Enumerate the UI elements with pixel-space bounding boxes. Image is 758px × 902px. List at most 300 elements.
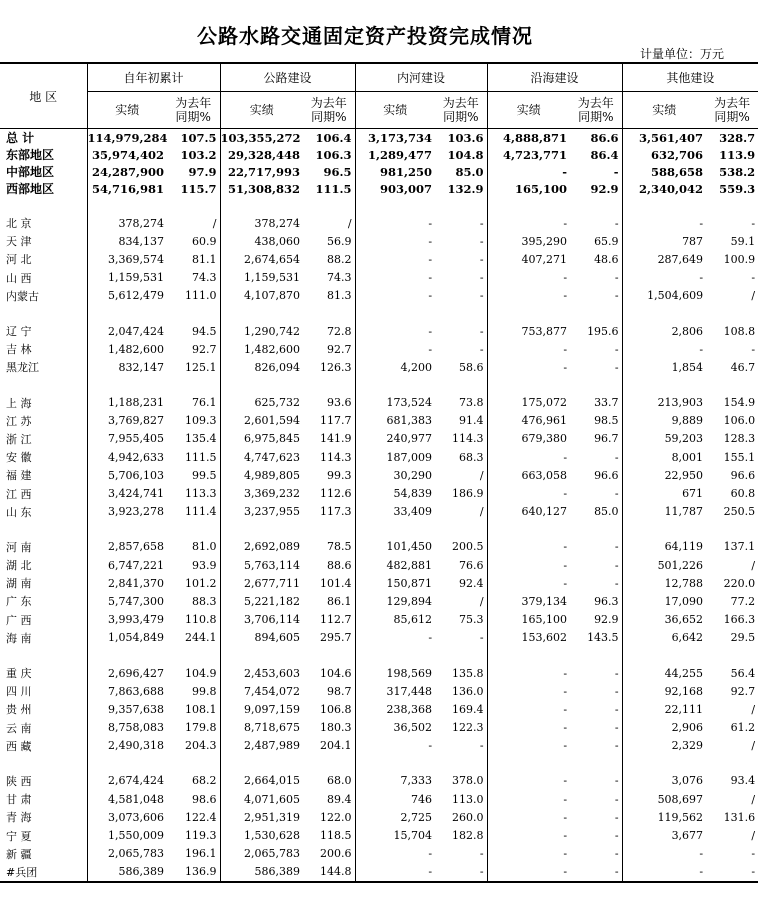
spacer-cell <box>622 197 706 214</box>
spacer-cell <box>435 197 487 214</box>
ratio-cell: 200.6 <box>320 847 352 861</box>
region-name: 湖 北 <box>6 559 32 573</box>
value-cell: - <box>487 863 570 882</box>
value-cell: - <box>622 269 706 287</box>
spacer-cell <box>0 647 87 664</box>
table-row <box>0 448 758 466</box>
value-cell: 8,718,675 <box>220 719 303 737</box>
ratio-cell: - <box>614 774 619 788</box>
ratio-cell: 200.5 <box>452 540 484 554</box>
ratio-header <box>167 92 220 129</box>
value-cell: - <box>487 737 570 755</box>
value-cell: 3,769,827 <box>87 412 167 430</box>
shiji-header: 实绩 <box>87 92 167 129</box>
ratio-cell: - <box>479 216 484 230</box>
spacer-cell <box>355 521 435 538</box>
value-cell: - <box>622 845 706 863</box>
region-name: 西部地区 <box>6 182 55 196</box>
spacer-cell <box>220 197 303 214</box>
value-cell: 187,009 <box>355 448 435 466</box>
region-name: 河 北 <box>6 253 32 267</box>
ratio-cell: 125.1 <box>185 360 217 374</box>
ratio-cell: - <box>479 739 484 753</box>
value-cell: 2,065,783 <box>87 845 167 863</box>
table-row <box>0 629 758 647</box>
ratio-cell: 113.3 <box>185 487 217 501</box>
ratio-cell: 68.2 <box>192 774 217 788</box>
ratio-cell: 166.3 <box>723 613 756 627</box>
value-cell: 22,111 <box>622 700 706 718</box>
ratio-cell: 96.3 <box>594 594 619 608</box>
spacer-cell <box>435 377 487 394</box>
table-row <box>0 180 758 197</box>
ratio-cell: - <box>751 847 756 861</box>
value-cell: 4,581,048 <box>87 790 167 808</box>
value-cell: - <box>487 808 570 826</box>
value-cell: 6,975,845 <box>220 430 303 448</box>
value-cell: 44,255 <box>622 664 706 682</box>
ratio-cell: 128.3 <box>723 432 756 446</box>
value-cell: 30,290 <box>355 466 435 484</box>
table-row <box>0 430 758 448</box>
table-row <box>0 863 758 882</box>
ratio-cell: 97.9 <box>188 164 217 179</box>
value-cell: 103,355,272 <box>220 129 303 147</box>
value-cell: - <box>487 448 570 466</box>
table-row <box>0 269 758 287</box>
region-name: 安 徽 <box>6 451 32 465</box>
ratio-cell: 143.5 <box>587 631 619 645</box>
value-cell: - <box>487 790 570 808</box>
value-cell: - <box>622 863 706 882</box>
value-cell: 508,697 <box>622 790 706 808</box>
ratio-cell: 65.9 <box>594 234 619 248</box>
value-cell: - <box>487 340 570 358</box>
region-name: 陕 西 <box>6 774 32 788</box>
ratio-cell: 68.0 <box>327 774 352 788</box>
ratio-cell: 244.1 <box>185 631 217 645</box>
value-cell: 1,854 <box>622 358 706 376</box>
ratio-cell: 111.5 <box>315 181 352 196</box>
ratio-cell: 107.5 <box>180 130 217 145</box>
ratio-cell: / <box>212 216 217 230</box>
ratio-cell: 144.8 <box>303 863 355 882</box>
ratio-cell: 112.7 <box>320 613 352 627</box>
value-cell: - <box>622 340 706 358</box>
value-cell: 15,704 <box>355 826 435 844</box>
value-cell: 4,942,633 <box>87 448 167 466</box>
spacer-cell <box>706 647 758 664</box>
spacer-cell <box>303 647 355 664</box>
ratio-cell: / <box>751 558 756 572</box>
value-cell: 586,389 <box>220 863 303 882</box>
ratio-cell: - <box>479 847 484 861</box>
value-cell: - <box>355 232 435 250</box>
value-cell: 2,857,658 <box>87 538 167 556</box>
value-cell: - <box>487 719 570 737</box>
value-cell: 981,250 <box>355 163 435 180</box>
ratio-cell: 56.9 <box>327 234 352 248</box>
ratio-cell: 110.8 <box>185 613 217 627</box>
value-cell: 129,894 <box>355 592 435 610</box>
ratio-cell: 81.0 <box>192 540 217 554</box>
value-cell: 476,961 <box>487 412 570 430</box>
value-cell: 4,071,605 <box>220 790 303 808</box>
region-name: 海 南 <box>6 631 32 645</box>
value-cell: 4,888,871 <box>487 129 570 147</box>
ratio-cell: 89.4 <box>327 792 352 806</box>
ratio-cell: 48.6 <box>594 252 619 266</box>
region-name: 山 西 <box>6 271 32 285</box>
value-cell: 3,369,232 <box>220 484 303 502</box>
value-cell: 17,090 <box>622 592 706 610</box>
value-cell: - <box>355 863 435 882</box>
ratio-header-line2: 同期% <box>311 110 347 124</box>
ratio-cell: 98.5 <box>594 414 619 428</box>
spacer-cell <box>622 647 706 664</box>
region-name: 江 苏 <box>6 414 32 428</box>
value-cell: 586,389 <box>87 863 167 882</box>
value-cell: 4,723,771 <box>487 146 570 163</box>
value-cell: 1,188,231 <box>87 394 167 412</box>
value-cell: 9,357,638 <box>87 700 167 718</box>
spacer-cell <box>220 755 303 772</box>
value-cell: 5,763,114 <box>220 556 303 574</box>
value-cell: 317,448 <box>355 682 435 700</box>
table-row <box>0 340 758 358</box>
table-row <box>0 322 758 340</box>
ratio-cell: - <box>614 540 619 554</box>
table-row <box>0 664 758 682</box>
spacer-cell <box>0 197 87 214</box>
ratio-cell: 260.0 <box>452 810 484 824</box>
ratio-cell: 73.8 <box>459 396 484 410</box>
table-row <box>0 250 758 268</box>
region-name: #兵团 <box>0 863 87 882</box>
value-cell: 2,696,427 <box>87 664 167 682</box>
ratio-cell: 92.9 <box>590 181 619 196</box>
ratio-cell: / <box>751 702 756 716</box>
ratio-cell: 29.5 <box>730 631 756 645</box>
value-cell: 746 <box>355 790 435 808</box>
spacer-cell <box>487 521 570 538</box>
ratio-cell: 538.2 <box>719 164 756 179</box>
value-cell: 3,369,574 <box>87 250 167 268</box>
ratio-cell: 559.3 <box>719 181 756 196</box>
region-name: 天 津 <box>6 235 32 249</box>
table-row <box>0 394 758 412</box>
value-cell: 640,127 <box>487 503 570 521</box>
spacer-cell <box>355 377 435 394</box>
spacer-row <box>0 521 758 538</box>
spacer-cell <box>167 305 220 322</box>
value-cell: 175,072 <box>487 394 570 412</box>
ratio-cell: 136.9 <box>167 863 220 882</box>
ratio-header-line2: 同期% <box>578 110 614 124</box>
ratio-cell: 76.6 <box>459 558 484 572</box>
ratio-cell: 60.8 <box>730 487 756 501</box>
spacer-cell <box>87 755 167 772</box>
ratio-cell: 111.4 <box>185 505 217 519</box>
ratio-cell: - <box>479 271 484 285</box>
ratio-cell: 106.8 <box>320 702 352 716</box>
unit-label: 计量单位：万元 <box>639 47 724 61</box>
shiji-header: 实绩 <box>220 92 303 129</box>
value-cell: 12,788 <box>622 574 706 592</box>
spacer-cell <box>87 521 167 538</box>
spacer-cell <box>167 197 220 214</box>
value-cell: 287,649 <box>622 250 706 268</box>
ratio-header-line1: 为去年 <box>175 96 212 110</box>
spacer-cell <box>487 377 570 394</box>
region-name: 青 海 <box>6 811 32 825</box>
ratio-cell: 114.3 <box>320 450 352 464</box>
value-cell: 2,487,989 <box>220 737 303 755</box>
table-row <box>0 287 758 305</box>
page-title: 公路水路交通固定资产投资完成情况 <box>197 24 533 48</box>
ratio-cell: - <box>614 360 619 374</box>
ratio-cell: 108.8 <box>723 324 756 338</box>
ratio-cell: - <box>614 792 619 806</box>
ratio-header <box>303 92 355 129</box>
spacer-cell <box>87 647 167 664</box>
spacer-cell <box>167 755 220 772</box>
spacer-cell <box>706 305 758 322</box>
ratio-cell: 59.1 <box>730 234 756 248</box>
spacer-cell <box>0 305 87 322</box>
table-row <box>0 592 758 610</box>
ratio-cell: 92.7 <box>730 684 756 698</box>
ratio-cell: 117.3 <box>320 505 352 519</box>
ratio-cell: 93.6 <box>327 396 352 410</box>
value-cell: 8,758,083 <box>87 719 167 737</box>
table-row <box>0 719 758 737</box>
value-cell: 22,950 <box>622 466 706 484</box>
value-cell: - <box>487 556 570 574</box>
ratio-cell: - <box>614 216 619 230</box>
ratio-cell: 136.0 <box>452 684 484 698</box>
table-row <box>0 826 758 844</box>
region-name: 贵 州 <box>6 703 32 717</box>
value-cell: 6,642 <box>622 629 706 647</box>
value-cell: 2,047,424 <box>87 322 167 340</box>
value-cell: 1,482,600 <box>87 340 167 358</box>
ratio-cell: 295.7 <box>320 631 352 645</box>
region-name: 浙 江 <box>6 432 32 446</box>
value-cell: 4,747,623 <box>220 448 303 466</box>
ratio-cell: - <box>614 721 619 735</box>
table-row <box>0 611 758 629</box>
ratio-header <box>570 92 622 129</box>
ratio-cell: 101.2 <box>185 576 217 590</box>
region-name: 黑龙江 <box>6 361 39 375</box>
region-name: 西 藏 <box>6 739 32 753</box>
ratio-cell: - <box>614 739 619 753</box>
ratio-cell: 74.3 <box>327 271 352 285</box>
value-cell: 2,677,711 <box>220 574 303 592</box>
region-name: 江 西 <box>6 487 32 501</box>
region-name: 中部地区 <box>6 165 55 179</box>
spacer-cell <box>220 521 303 538</box>
ratio-cell: 99.5 <box>192 468 217 482</box>
spacer-cell <box>303 377 355 394</box>
table-row <box>0 129 758 147</box>
value-cell: 213,903 <box>622 394 706 412</box>
region-name: 总 计 <box>6 131 35 145</box>
spacer-cell <box>570 305 622 322</box>
ratio-cell: 96.6 <box>594 468 619 482</box>
value-cell: 101,450 <box>355 538 435 556</box>
ratio-cell: 99.8 <box>192 684 217 698</box>
value-cell: 2,906 <box>622 719 706 737</box>
spacer-cell <box>87 197 167 214</box>
value-cell: - <box>487 538 570 556</box>
ratio-cell: 85.0 <box>594 505 619 519</box>
ratio-cell: - <box>614 558 619 572</box>
ratio-cell: 119.3 <box>185 829 217 843</box>
value-cell: 150,871 <box>355 574 435 592</box>
spacer-cell <box>87 305 167 322</box>
table-row <box>0 232 758 250</box>
value-cell: 5,747,300 <box>87 592 167 610</box>
value-cell: 7,454,072 <box>220 682 303 700</box>
value-cell: 2,951,319 <box>220 808 303 826</box>
region-name: 湖 南 <box>6 577 32 591</box>
ratio-cell: - <box>614 487 619 501</box>
value-cell: 482,881 <box>355 556 435 574</box>
value-cell: 2,601,594 <box>220 412 303 430</box>
ratio-cell: 180.3 <box>320 721 352 735</box>
value-cell: 153,602 <box>487 629 570 647</box>
value-cell: - <box>487 484 570 502</box>
value-cell: 2,806 <box>622 322 706 340</box>
region-name: 广 东 <box>6 595 32 609</box>
ratio-cell: 137.1 <box>723 540 756 554</box>
ratio-cell: - <box>614 271 619 285</box>
ratio-cell: - <box>479 234 484 248</box>
value-cell: - <box>355 340 435 358</box>
value-cell: 1,054,849 <box>87 629 167 647</box>
ratio-cell: 93.4 <box>730 774 756 788</box>
spacer-cell <box>435 521 487 538</box>
value-cell: 1,159,531 <box>87 269 167 287</box>
value-cell: - <box>487 682 570 700</box>
ratio-cell: 141.9 <box>320 432 352 446</box>
value-cell: - <box>487 845 570 863</box>
spacer-cell <box>303 305 355 322</box>
ratio-header-line2: 同期% <box>714 110 750 124</box>
value-cell: 9,097,159 <box>220 700 303 718</box>
value-cell: 671 <box>622 484 706 502</box>
spacer-cell <box>0 377 87 394</box>
spacer-row <box>0 647 758 664</box>
table-row <box>0 790 758 808</box>
ratio-cell: 96.6 <box>730 468 756 482</box>
value-cell: 114,979,284 <box>87 130 168 145</box>
ratio-cell: 135.8 <box>452 666 484 680</box>
spacer-cell <box>622 305 706 322</box>
value-cell: 54,839 <box>355 484 435 502</box>
table-row <box>0 556 758 574</box>
value-cell: 834,137 <box>87 232 167 250</box>
value-cell: 64,119 <box>622 538 706 556</box>
ratio-cell: 78.5 <box>327 540 352 554</box>
table-row <box>0 700 758 718</box>
ratio-cell: - <box>479 252 484 266</box>
value-cell: 198,569 <box>355 664 435 682</box>
table-row <box>0 412 758 430</box>
value-cell: 3,923,278 <box>87 503 167 521</box>
spacer-cell <box>87 377 167 394</box>
table-row <box>0 682 758 700</box>
spacer-cell <box>0 521 87 538</box>
value-cell: 4,107,870 <box>220 287 303 305</box>
ratio-cell: 204.1 <box>320 739 352 753</box>
table-row <box>0 737 758 755</box>
value-cell: 2,692,089 <box>220 538 303 556</box>
value-cell: 787 <box>622 232 706 250</box>
ratio-cell: 56.4 <box>730 666 756 680</box>
value-cell: 22,717,993 <box>220 163 303 180</box>
value-cell: - <box>355 737 435 755</box>
ratio-cell: 88.2 <box>327 252 352 266</box>
ratio-cell: / <box>751 289 756 303</box>
value-cell: 7,955,405 <box>87 430 167 448</box>
ratio-cell: 108.1 <box>185 702 217 716</box>
ratio-header <box>706 92 758 129</box>
ratio-cell: - <box>614 810 619 824</box>
value-cell: 8,001 <box>622 448 706 466</box>
value-cell: 632,706 <box>622 146 706 163</box>
table-row <box>0 845 758 863</box>
region-name: 北 京 <box>6 217 32 231</box>
value-cell: 2,453,603 <box>220 664 303 682</box>
ratio-cell: 86.6 <box>590 130 619 145</box>
ratio-cell: 378.0 <box>452 774 484 788</box>
spacer-cell <box>303 521 355 538</box>
table-row <box>0 484 758 502</box>
spacer-cell <box>435 305 487 322</box>
ratio-cell: 99.3 <box>327 468 352 482</box>
value-cell: 3,424,741 <box>87 484 167 502</box>
ratio-cell: 93.9 <box>192 558 217 572</box>
value-cell: 2,674,654 <box>220 250 303 268</box>
ratio-cell: 109.3 <box>185 414 217 428</box>
ratio-cell: 117.7 <box>320 414 352 428</box>
ratio-cell: 103.2 <box>180 147 217 162</box>
group-header: 公路建设 <box>220 63 355 92</box>
spacer-cell <box>220 305 303 322</box>
value-cell: 588,658 <box>622 163 706 180</box>
value-cell: 679,380 <box>487 430 570 448</box>
value-cell: 2,490,318 <box>87 737 167 755</box>
ratio-cell: 132.9 <box>447 181 484 196</box>
ratio-cell: 92.7 <box>327 342 352 356</box>
ratio-cell: - <box>614 450 619 464</box>
value-cell: 407,271 <box>487 250 570 268</box>
ratio-cell: 104.9 <box>185 666 217 680</box>
ratio-cell: 204.3 <box>185 739 217 753</box>
region-name: 山 东 <box>6 505 32 519</box>
value-cell: - <box>355 269 435 287</box>
ratio-cell: 88.3 <box>192 594 217 608</box>
value-cell: - <box>487 700 570 718</box>
value-cell: 3,706,114 <box>220 611 303 629</box>
region-name: 东部地区 <box>6 148 55 162</box>
ratio-cell: 98.6 <box>192 792 217 806</box>
value-cell: 33,409 <box>355 503 435 521</box>
value-cell: - <box>355 250 435 268</box>
